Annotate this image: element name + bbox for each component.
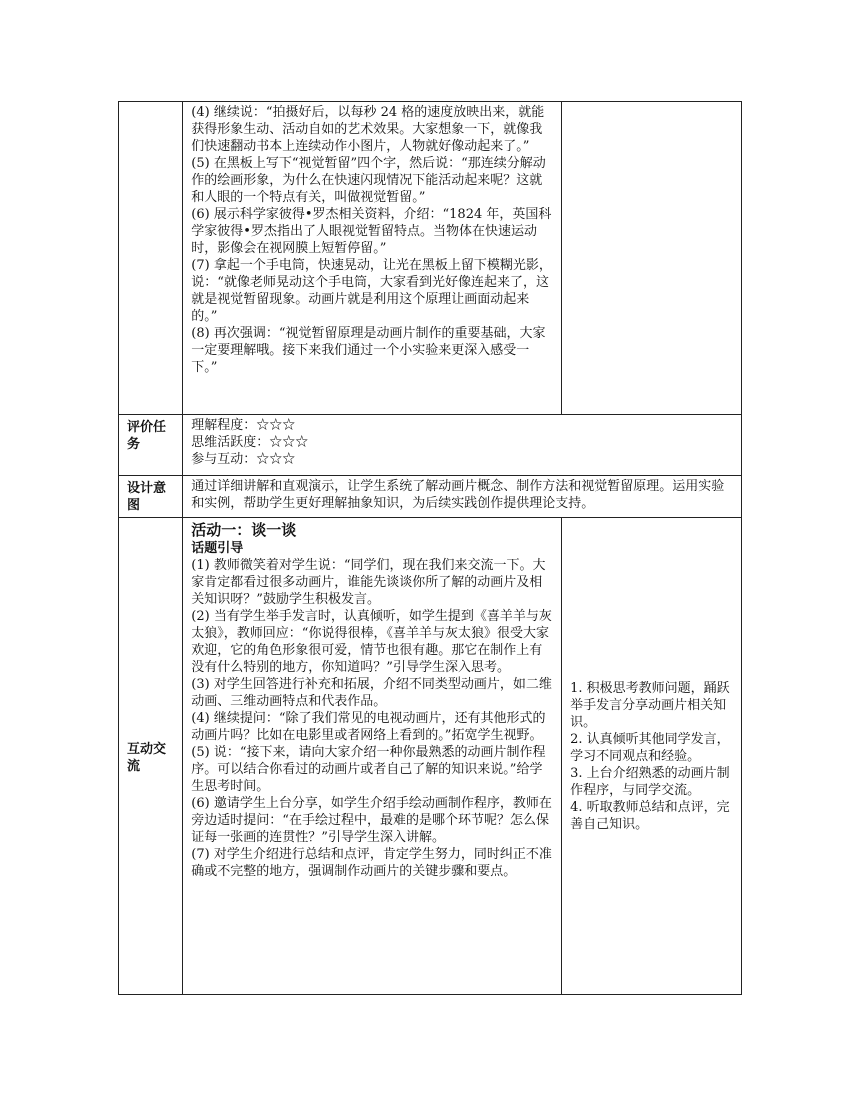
teacher-step: (1) 教师微笑着对学生说：“同学们，现在我们来交流一下。大家肯定都看过很多动画片，谁能先谈谈你所了解的动画片及相关知识呀？”鼓励学生积极发言。 (191, 558, 546, 607)
step-5: (5) 在黑板上写下“视觉暂留”四个字，然后说：“那连续分解动作的绘画形象，为什么在快速闪现情况下能活动起来呢？这就和人眼的一个特点有关，叫做视觉暂留。” (191, 156, 546, 205)
design-intent-content-cell (183, 476, 742, 518)
student-step: 4. 听取教师总结和点评，完善自己知识。 (570, 799, 730, 832)
evaluation-label-cell (119, 415, 183, 476)
topic-title: 话题引导 (191, 541, 244, 556)
step-8: (8) 再次强调：“视觉暂留原理是动画片制作的重要基础，大家一定要理解哦。接下来我们通过一个小实验来更深入感受一下。” (191, 326, 546, 375)
step-6: (6) 展示科学家彼得•罗杰相关资料，介绍：“1824 年，英国科学家彼得•罗杰指出了人眼视觉暂留特点。当物体在快速运动时，影像会在视网膜上短暂停留。” (191, 207, 552, 256)
student-step: 3. 上台介绍熟悉的动画片制作程序，与同学交流。 (570, 765, 730, 798)
teacher-step: (3) 对学生回答进行补充和拓展，介绍不同类型动画片，如二维动画、三维动画特点和代表作品。 (191, 677, 552, 709)
step-7: (7) 拿起一个手电筒，快速晃动，让光在黑板上留下模糊光影，说：“就像老师晃动这个手电筒，大家看到光好像连起来了，这就是视觉暂留现象。动画片就是利用这个原理让画面动起来的。” (191, 258, 552, 324)
empty-label-cell (119, 102, 183, 415)
teacher-step: (4) 继续提问：“除了我们常见的电视动画片，还有其他形式的动画片吗？比如在电影里或者网络上看到的。”拓宽学生视野。 (191, 711, 546, 743)
interaction-label-cell (119, 518, 183, 995)
teacher-activity-cell (183, 102, 562, 415)
activity-title: 活动一：谈一谈 (191, 521, 297, 539)
teacher-step: (5) 说：“接下来，请向大家介绍一种你最熟悉的动画片制作程序。可以结合你看过的动画片或者自己了解的知识来说。”给学生思考时间。 (191, 745, 546, 794)
evaluation-item: 思维活跃度：☆☆☆ (191, 435, 309, 450)
teacher-step: (6) 邀请学生上台分享，如学生介绍手绘动画制作程序，教师在旁边适时提问：“在手绘过程中，最难的是哪个环节呢？怎么保证每一张画的连贯性？”引导学生深入讲解。 (191, 796, 552, 845)
teacher-step: (7) 对学生介绍进行总结和点评，肯定学生努力，同时纠正不准确或不完整的地方，强调制作动画片的关键步骤和要点。 (191, 847, 552, 879)
step-4: (4) 继续说：“拍摄好后，以每秒 24 格的速度放映出来，就能获得形象生动、活动自如的艺术效果。大家想象一下，就像我们快速翻动书本上连续动作小图片，人物就好像动起来了。” (191, 105, 545, 154)
lesson-plan-table (118, 101, 742, 995)
table-row-evaluation (119, 415, 742, 476)
evaluation-item: 理解程度：☆☆☆ (191, 418, 296, 433)
evaluation-item: 参与互动：☆☆☆ (191, 452, 296, 467)
design-intent-text: 通过详细讲解和直观演示，让学生系统了解动画片概念、制作方法和视觉暂留原理。运用实验和实例，帮助学生更好理解抽象知识，为后续实践创作提供理论支持。 (191, 479, 725, 511)
design-intent-label: 设计意图 (127, 481, 167, 513)
interaction-student-cell (562, 518, 742, 995)
evaluation-content-cell (183, 415, 742, 476)
evaluation-label: 评价任务 (127, 420, 167, 452)
interaction-label: 互动交流 (127, 742, 167, 774)
table-row-design-intent (119, 476, 742, 518)
student-activity-cell (562, 102, 742, 415)
interaction-teacher-cell (183, 518, 562, 995)
table-row-interaction (119, 518, 742, 995)
teacher-step: (2) 当有学生举手发言时，认真倾听，如学生提到《喜羊羊与灰太狼》，教师回应：“你说得很棒，《喜羊羊与灰太狼》很受大家欢迎，它的角色形象很可爱，情节也很有趣。那它在制作上有没有什么特别的地方，你知道吗？”引导学生深入思考。 (191, 609, 552, 675)
table-row-explanation (119, 102, 742, 415)
design-intent-label-cell (119, 476, 183, 518)
student-step: 2. 认真倾听其他同学发言，学习不同观点和经验。 (570, 731, 730, 764)
student-step: 1. 积极思考教师问题，踊跃举手发言分享动画片相关知识。 (570, 680, 730, 730)
